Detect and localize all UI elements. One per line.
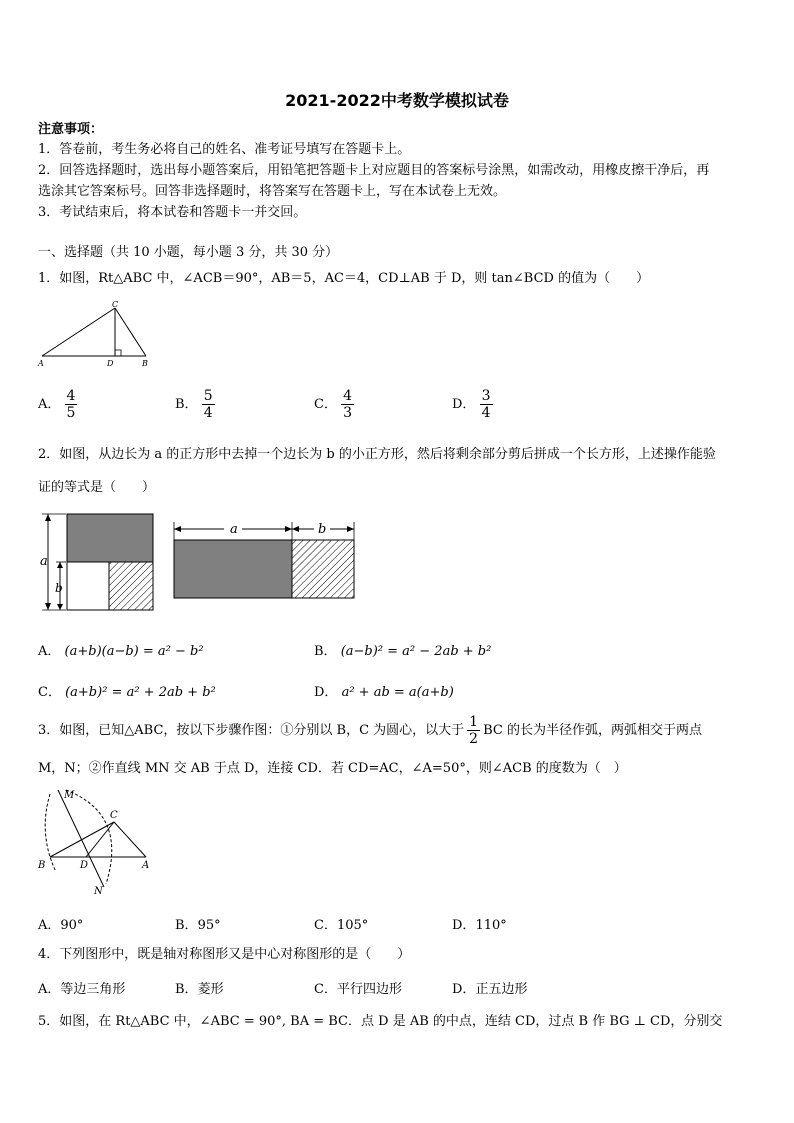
notice-item: 2．回答选择题时，选出每小题答案后，用铅笔把答题卡上对应题目的答案标号涂黑，如需改动，用橡皮擦干净后，再 bbox=[38, 163, 710, 178]
question-2-figure bbox=[38, 508, 368, 614]
option-label: C． bbox=[38, 685, 61, 700]
option-label: C． bbox=[314, 397, 337, 412]
option-label: D． bbox=[452, 397, 476, 412]
question-3-stem bbox=[38, 714, 702, 747]
option-fraction: $\frac{3}{4}$ bbox=[481, 388, 491, 421]
option-label: A． bbox=[38, 918, 61, 933]
option-label: B． bbox=[175, 397, 198, 412]
fig-label-b: B bbox=[38, 860, 46, 871]
fig-label-a: A bbox=[142, 860, 150, 871]
q4-option-d[interactable] bbox=[452, 978, 527, 997]
fig-label-c: C bbox=[112, 300, 119, 309]
question-4-stem: 4．下列图形中，既是轴对称图形又是中心对称图形的是（ ） bbox=[38, 947, 411, 962]
q2-option-a[interactable] bbox=[38, 640, 204, 659]
fig-label-n: N bbox=[94, 886, 103, 894]
option-text: 正五边形 bbox=[475, 982, 528, 997]
option-text: 90° bbox=[60, 918, 84, 933]
option-text: 95° bbox=[197, 918, 221, 933]
q1-option-b[interactable] bbox=[175, 388, 215, 421]
fig-label-d: D bbox=[107, 359, 114, 368]
option-label: D． bbox=[452, 918, 476, 933]
q1-option-c[interactable] bbox=[314, 388, 354, 421]
question-2-stem-cont: 证的等式是（ ） bbox=[38, 480, 156, 495]
option-fraction: $\frac{5}{4}$ bbox=[203, 388, 213, 421]
q1-option-a[interactable] bbox=[38, 388, 77, 421]
stem-fraction: $\frac{1}{2}$ bbox=[469, 714, 479, 747]
stem-part: 3．如图，已知△ABC，按以下步骤作图：①分别以 B，C 为圆心，以大于 bbox=[38, 722, 465, 738]
fig-label-a2: a bbox=[230, 522, 238, 537]
question-1-stem: 1．如图，Rt△ABC 中，∠ACB＝90°，AB＝5，AC＝4，CD⊥AB 于 D，则 tan∠BCD 的值为（ ） bbox=[38, 271, 650, 286]
question-5-stem: 5．如图，在 Rt△ABC 中，∠ABC = 90°, BA = BC．点 D 是 AB 的中点，连结 CD，过点 B 作 BG ⊥ CD，分别交 bbox=[38, 1014, 723, 1029]
q2-option-d[interactable] bbox=[314, 681, 454, 700]
fig-label-d: D bbox=[80, 860, 89, 871]
question-3-stem-cont: M，N；②作直线 MN 交 AB 于点 D，连接 CD．若 CD=AC，∠A=50°，则∠ACB 的度数为（ ） bbox=[38, 761, 627, 776]
option-formula: a² + ab = a(a+b) bbox=[341, 685, 454, 700]
notice-heading: 注意事项： bbox=[38, 122, 104, 137]
q4-option-b[interactable] bbox=[175, 978, 224, 997]
option-label: C． bbox=[314, 982, 337, 997]
option-label: B． bbox=[175, 982, 198, 997]
option-text: 平行四边形 bbox=[336, 982, 402, 997]
option-label: A． bbox=[38, 644, 61, 659]
question-2-stem: 2．如图，从边长为 a 的正方形中去掉一个边长为 b 的小正方形，然后将剩余部分剪后拼成一个长方形，上述操作能验 bbox=[38, 447, 716, 462]
option-text: 等边三角形 bbox=[60, 982, 126, 997]
option-label: B． bbox=[314, 644, 337, 659]
q3-option-b[interactable] bbox=[175, 914, 221, 933]
q3-option-c[interactable] bbox=[314, 914, 368, 933]
fig-label-c: C bbox=[110, 810, 118, 821]
option-formula: (a+b)(a−b) = a² − b² bbox=[64, 644, 204, 659]
option-label: D． bbox=[452, 982, 476, 997]
fig-label-b: b bbox=[55, 581, 63, 595]
option-label: C． bbox=[314, 918, 337, 933]
fig-label-a: a bbox=[40, 554, 48, 569]
q4-option-c[interactable] bbox=[314, 978, 402, 997]
option-text: 菱形 bbox=[197, 982, 224, 997]
q3-option-d[interactable] bbox=[452, 914, 507, 933]
option-label: B． bbox=[175, 918, 198, 933]
option-formula: (a+b)² = a² + 2ab + b² bbox=[65, 685, 216, 700]
option-label: A． bbox=[38, 982, 61, 997]
fig-label-b: B bbox=[142, 359, 148, 368]
question-1-figure bbox=[36, 300, 156, 370]
q2-option-c[interactable] bbox=[38, 681, 216, 700]
option-text: 110° bbox=[475, 918, 507, 933]
q3-option-a[interactable] bbox=[38, 914, 83, 933]
section-heading: 一、选择题（共 10 小题，每小题 3 分，共 30 分） bbox=[38, 245, 339, 260]
notice-item: 选涂其它答案标号。回答非选择题时，将答案写在答题卡上，写在本试卷上无效。 bbox=[38, 184, 507, 199]
page-title: 2021-2022中考数学模拟试卷 bbox=[285, 91, 509, 110]
q2-option-b[interactable] bbox=[314, 640, 491, 659]
option-formula: (a−b)² = a² − 2ab + b² bbox=[340, 644, 492, 659]
notice-item: 1．答卷前，考生务必将自己的姓名、准考证号填写在答题卡上。 bbox=[38, 142, 411, 157]
option-label: D． bbox=[314, 685, 338, 700]
option-text: 105° bbox=[336, 918, 369, 933]
option-fraction: $\frac{4}{3}$ bbox=[343, 388, 353, 421]
q4-option-a[interactable] bbox=[38, 978, 125, 997]
fig-label-b2: b bbox=[318, 522, 327, 537]
option-label: A． bbox=[38, 397, 61, 412]
fig-label-a: A bbox=[38, 359, 44, 368]
q1-option-d[interactable] bbox=[452, 388, 493, 421]
fig-label-m: M bbox=[64, 790, 75, 801]
stem-part: BC 的长为半径作弧，两弧相交于两点 bbox=[483, 722, 702, 738]
question-3-figure bbox=[36, 784, 156, 894]
option-fraction: $\frac{4}{5}$ bbox=[66, 388, 76, 421]
notice-item: 3．考试结束后，将本试卷和答题卡一并交回。 bbox=[38, 205, 307, 220]
